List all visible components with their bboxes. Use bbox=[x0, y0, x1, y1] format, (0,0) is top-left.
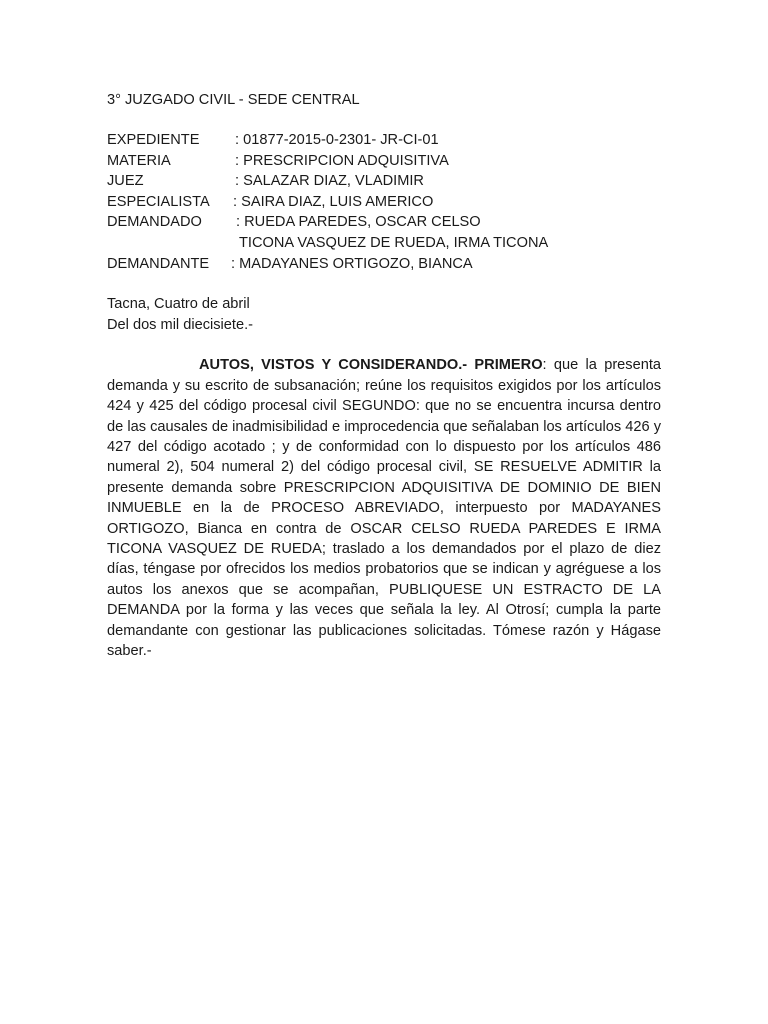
meta-value-juez: : SALAZAR DIAZ, VLADIMIR bbox=[235, 173, 424, 190]
meta-label-demandado: DEMANDADO bbox=[107, 214, 202, 231]
meta-label-especialista: ESPECIALISTA bbox=[107, 193, 210, 210]
meta-value-demandante: : MADAYANES ORTIGOZO, BIANCA bbox=[231, 255, 473, 272]
meta-row-demandado bbox=[107, 212, 661, 233]
meta-value-demandado-2: TICONA VASQUEZ DE RUEDA, IRMA TICONA bbox=[239, 234, 549, 251]
meta-label-expediente: EXPEDIENTE bbox=[107, 132, 200, 148]
resolution-text: : que la presenta demanda y su escrito de subsanación; reúne los requisitos exigidos por los artículos 424 y 425 del código procesal civil SEGUNDO: que no se encuentra incursa dentro de las causales de inadmisibilidad e improcedencia que señalaban los artículos 426 y 427 del código acotado ; y de conformidad con lo dispuesto por los artículos 486 numeral 2), 504 numeral 2) del código procesal civil, SE RESUELVE ADMITIR la presente demanda sobre PRESCRIPCION ADQUISITIVA DE DOMINIO DE BIEN INMUEBLE en la de PROCESO ABREVIADO, interpuesto por MADAYANES ORTIGOZO, Bianca en contra de OSCAR CELSO RUEDA PAREDES E IRMA TICONA VASQUEZ DE RUEDA; traslado a los demandados por el plazo de diez días, téngase por ofrecidos los medios probatorios que se indican y agréguese a los autos los anexos que se acompañan, PUBLIQUESE UN ESTRACTO DE LA DEMANDA por la forma y las veces que señala la ley. Al Otrosí; cumpla la parte demandante con gestionar las publicaciones solicitadas. Tómese razón y Hágase saber.- bbox=[107, 357, 661, 660]
meta-label-spacer bbox=[107, 233, 239, 254]
date-block bbox=[107, 294, 661, 335]
meta-row-expediente bbox=[107, 130, 661, 151]
document-page bbox=[107, 90, 661, 661]
meta-row-demandado-continued bbox=[107, 233, 661, 254]
meta-value-demandado: : RUEDA PAREDES, OSCAR CELSO bbox=[236, 214, 481, 231]
meta-value-expediente: : 01877-2015-0-2301- JR-CI-01 bbox=[235, 132, 439, 148]
date-line-1: Tacna, Cuatro de abril bbox=[107, 296, 250, 313]
court-heading: 3° JUZGADO CIVIL - SEDE CENTRAL bbox=[107, 92, 360, 108]
meta-label-materia: MATERIA bbox=[107, 152, 171, 169]
meta-value-especialista: : SAIRA DIAZ, LUIS AMERICO bbox=[233, 193, 434, 210]
meta-label-demandante: DEMANDANTE bbox=[107, 255, 210, 272]
resolution-body bbox=[107, 355, 661, 661]
date-line-2: Del dos mil diecisiete.- bbox=[107, 316, 253, 333]
meta-row-juez bbox=[107, 171, 661, 192]
meta-row-demandante bbox=[107, 254, 661, 275]
meta-row-materia bbox=[107, 151, 661, 172]
meta-value-materia: : PRESCRIPCION ADQUISITIVA bbox=[235, 152, 449, 169]
resolution-lead: AUTOS, VISTOS Y CONSIDERANDO.- PRIMERO bbox=[199, 357, 543, 374]
case-metadata bbox=[107, 130, 661, 274]
meta-row-especialista bbox=[107, 192, 661, 213]
meta-label-juez: JUEZ bbox=[107, 173, 144, 190]
